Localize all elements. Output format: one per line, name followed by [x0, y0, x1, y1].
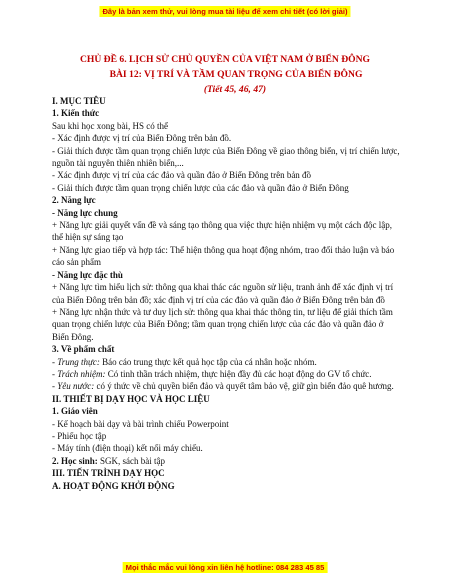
quality-label: - Trung thực: — [52, 356, 100, 367]
teacher-item: - Máy tính (điện thoại) kết nối máy chiếu. — [52, 443, 203, 454]
quality-item — [52, 368, 402, 380]
knowledge-item: - Giải thích được tầm quan trọng chiến lược của các đảo và quần đảo ở Biển Đông — [52, 182, 349, 193]
hotline-banner: Mọi thắc mắc vui lòng xin liên hệ hotline: 084 283 45 85 — [123, 562, 328, 573]
general-competence-heading: - Năng lực chung — [52, 207, 118, 218]
teacher-item: - Kế hoạch bài dạy và bài trình chiếu Powerpoint — [52, 418, 229, 429]
teacher-item: - Phiếu học tập — [52, 430, 107, 441]
section-heading-process: III. TIẾN TRÌNH DẠY HỌC — [52, 468, 165, 479]
lesson-title: BÀI 12: VỊ TRÍ VÀ TẦM QUAN TRỌNG CỦA BIỂN ĐÔNG — [109, 69, 363, 80]
quality-text: Báo cáo trung thực kết quả học tập của cá nhân hoặc nhóm. — [99, 356, 317, 367]
general-competence-item: + Năng lực giao tiếp và hợp tác: Thể hiện thông qua hoạt động nhóm, trao đổi thảo luận và báo cáo sản phẩm — [52, 244, 395, 268]
specific-competence-heading: - Năng lực đặc thù — [52, 269, 123, 280]
general-competence-item: + Năng lực giải quyết vấn đề và sáng tạo thông qua việc thực hiện nhiệm vụ một cách độc lập, thể hiện sự sáng tạo — [52, 220, 392, 243]
student-text: SGK, sách bài tập — [97, 455, 166, 466]
quality-label: - Trách nhiệm: — [52, 368, 106, 379]
document-body — [52, 95, 402, 492]
quality-text: Có tinh thần trách nhiệm, thực hiện đầy đủ các hoạt động do GV tổ chức. — [105, 368, 372, 379]
subheading-teacher: 1. Giáo viên — [52, 406, 98, 417]
knowledge-item: - Giải thích được tầm quan trọng chiến lược của Biển Đông về giao thông biển, vị trí chiến lược, nguồn tài nguyên thiên nhiên biển,... — [52, 145, 400, 169]
student-line — [52, 455, 402, 467]
quality-item — [52, 380, 402, 392]
quality-item — [52, 356, 402, 368]
subheading-knowledge: 1. Kiến thức — [52, 108, 100, 119]
knowledge-item: - Xác định được vị trí của Biển Đông trên bản đồ. — [52, 133, 232, 144]
quality-text: có ý thức về chủ quyền biển đảo và quyết tâm bảo vệ, giữ gìn biển đảo quê hương. — [94, 381, 394, 392]
subheading-warmup: A. HOẠT ĐỘNG KHỞI ĐỘNG — [52, 480, 175, 491]
subheading-competence: 2. Năng lực — [52, 195, 96, 206]
section-heading-equipment: II. THIẾT BỊ DẠY HỌC VÀ HỌC LIỆU — [52, 393, 210, 404]
subheading-quality: 3. Về phẩm chất — [52, 344, 115, 355]
lesson-periods: (Tiết 45, 46, 47) — [203, 84, 267, 95]
knowledge-intro: Sau khi học xong bài, HS có thể — [52, 120, 168, 131]
chapter-title: CHỦ ĐỀ 6. LỊCH SỬ CHỦ QUYỀN CỦA VIỆT NAM Ở BIỂN ĐÔNG — [79, 54, 371, 65]
section-heading-objectives: I. MỤC TIÊU — [52, 96, 106, 106]
specific-competence-item: + Năng lực nhận thức và tư duy lịch sử: thông qua khai thác thông tin, tư liệu để giải thích tầm quan trọng chiến lược của Biển Đông; tầm quan trọng chiến lược của các đảo và quần đảo ở Biển Đông. — [52, 306, 393, 342]
document-header — [0, 52, 450, 97]
knowledge-item: - Xác định được vị trí của các đảo và quần đảo ở Biển Đông trên bản đồ — [52, 170, 312, 181]
preview-notice-banner: Đây là bản xem thử, vui lòng mua tài liệu để xem chi tiết (có lời giải) — [99, 6, 350, 17]
student-label: 2. Học sinh: — [52, 455, 98, 466]
quality-label: - Yêu nước: — [52, 381, 95, 392]
specific-competence-item: + Năng lực tìm hiểu lịch sử: thông qua khai thác các nguồn sử liệu, tranh ảnh để xác định vị trí của Biển Đông trên bản đồ; xác định vị trí của các đảo và quần đảo ở Biển Đông trên bản đồ — [52, 282, 394, 305]
